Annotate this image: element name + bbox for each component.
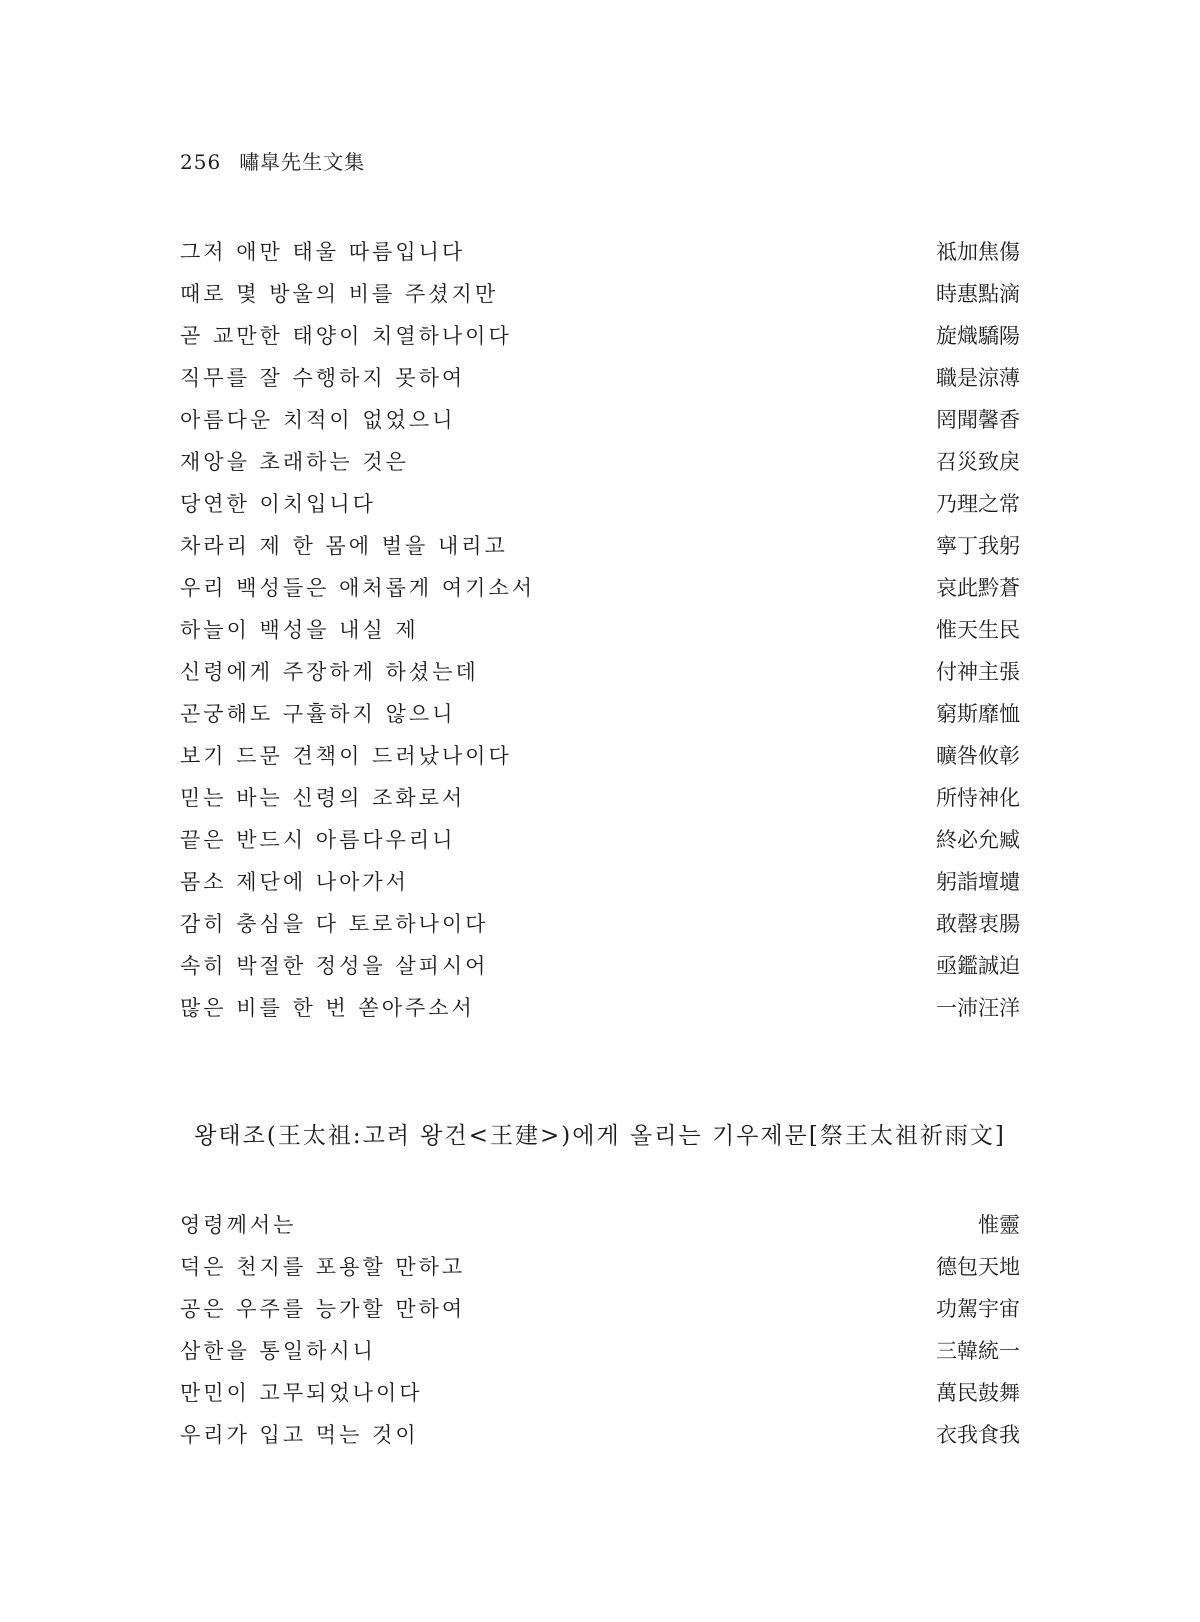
korean-text: 보기 드문 견책이 드러났나이다 bbox=[180, 744, 512, 768]
hanja-text: 所恃神化 bbox=[936, 786, 1020, 810]
verse-line bbox=[180, 524, 1020, 566]
verse-line bbox=[180, 1245, 1020, 1287]
verse-line bbox=[180, 272, 1020, 314]
verse-line bbox=[180, 1287, 1020, 1329]
korean-text: 곤궁해도 구휼하지 않으니 bbox=[180, 702, 456, 726]
hanja-text: 曠咎攸彰 bbox=[936, 744, 1020, 768]
verse-line bbox=[180, 734, 1020, 776]
book-title: 嘯皐先生文集 bbox=[239, 150, 366, 174]
hanja-text: 衣我食我 bbox=[936, 1423, 1020, 1447]
korean-text: 당연한 이치입니다 bbox=[180, 492, 376, 516]
hanja-text: 終必允臧 bbox=[936, 828, 1020, 852]
hanja-text: 召災致戾 bbox=[936, 450, 1020, 474]
korean-text: 아름다운 치적이 없었으니 bbox=[180, 408, 456, 432]
hanja-text: 寧丁我躬 bbox=[936, 534, 1020, 558]
verse-line bbox=[180, 902, 1020, 944]
korean-text: 만민이 고무되었나이다 bbox=[180, 1381, 423, 1405]
verse-line bbox=[180, 692, 1020, 734]
hanja-text: 功駕宇宙 bbox=[936, 1297, 1020, 1321]
korean-text: 믿는 바는 신령의 조화로서 bbox=[180, 786, 466, 810]
korean-text: 삼한을 통일하시니 bbox=[180, 1339, 376, 1363]
hanja-text: 乃理之常 bbox=[936, 492, 1020, 516]
verse-line bbox=[180, 1371, 1020, 1413]
hanja-text: 付神主張 bbox=[936, 660, 1020, 684]
hanja-text: 窮斯靡恤 bbox=[936, 702, 1020, 726]
korean-text: 신령에게 주장하게 하셨는데 bbox=[180, 660, 479, 684]
section-title: 왕태조(王太祖:고려 왕건<王建>)에게 올리는 기우제문[祭王太祖祈雨文] bbox=[194, 1123, 1006, 1149]
verse-block-1 bbox=[180, 230, 1020, 1028]
korean-text: 공은 우주를 능가할 만하여 bbox=[180, 1297, 466, 1321]
korean-text: 많은 비를 한 번 쏟아주소서 bbox=[180, 996, 475, 1020]
verse-block-2 bbox=[180, 1203, 1020, 1455]
verse-line bbox=[180, 860, 1020, 902]
verse-line bbox=[180, 356, 1020, 398]
verse-line bbox=[180, 1203, 1020, 1245]
korean-text: 우리가 입고 먹는 것이 bbox=[180, 1423, 419, 1447]
verse-line bbox=[180, 398, 1020, 440]
verse-line bbox=[180, 230, 1020, 272]
korean-text: 영령께서는 bbox=[180, 1213, 297, 1237]
verse-line bbox=[180, 776, 1020, 818]
hanja-text: 躬詣壇壝 bbox=[936, 870, 1020, 894]
verse-line bbox=[180, 314, 1020, 356]
page-number: 256 bbox=[180, 150, 222, 174]
verse-line bbox=[180, 608, 1020, 650]
hanja-text: 惟天生民 bbox=[936, 618, 1020, 642]
hanja-text: 敢罄衷腸 bbox=[936, 912, 1020, 936]
korean-text: 우리 백성들은 애처롭게 여기소서 bbox=[180, 576, 536, 600]
korean-text: 하늘이 백성을 내실 제 bbox=[180, 618, 419, 642]
verse-line bbox=[180, 482, 1020, 524]
hanja-text: 惟靈 bbox=[978, 1213, 1020, 1237]
korean-text: 때로 몇 방울의 비를 주셨지만 bbox=[180, 282, 499, 306]
korean-text: 속히 박절한 정성을 살피시어 bbox=[180, 954, 489, 978]
korean-text: 감히 충심을 다 토로하나이다 bbox=[180, 912, 489, 936]
hanja-text: 一沛汪洋 bbox=[936, 996, 1020, 1020]
hanja-text: 萬民鼓舞 bbox=[936, 1381, 1020, 1405]
korean-text: 그저 애만 태울 따름입니다 bbox=[180, 240, 466, 264]
hanja-text: 三韓統一 bbox=[936, 1339, 1020, 1363]
hanja-text: 哀此黔蒼 bbox=[936, 576, 1020, 600]
korean-text: 끝은 반드시 아름다우리니 bbox=[180, 828, 456, 852]
hanja-text: 祗加焦傷 bbox=[936, 240, 1020, 264]
verse-line bbox=[180, 944, 1020, 986]
verse-line bbox=[180, 1413, 1020, 1455]
hanja-text: 德包天地 bbox=[936, 1255, 1020, 1279]
verse-line bbox=[180, 1329, 1020, 1371]
hanja-text: 職是涼薄 bbox=[936, 366, 1020, 390]
verse-line bbox=[180, 650, 1020, 692]
hanja-text: 旋熾驕陽 bbox=[936, 324, 1020, 348]
verse-line bbox=[180, 566, 1020, 608]
korean-text: 곧 교만한 태양이 치열하나이다 bbox=[180, 324, 512, 348]
korean-text: 덕은 천지를 포용할 만하고 bbox=[180, 1255, 466, 1279]
verse-line bbox=[180, 986, 1020, 1028]
korean-text: 차라리 제 한 몸에 벌을 내리고 bbox=[180, 534, 508, 558]
korean-text: 몸소 제단에 나아가서 bbox=[180, 870, 409, 894]
verse-line bbox=[180, 440, 1020, 482]
hanja-text: 罔聞馨香 bbox=[936, 408, 1020, 432]
korean-text: 재앙을 초래하는 것은 bbox=[180, 450, 409, 474]
korean-text: 직무를 잘 수행하지 못하여 bbox=[180, 366, 466, 390]
hanja-text: 亟鑑誠迫 bbox=[936, 954, 1020, 978]
hanja-text: 時惠點滴 bbox=[936, 282, 1020, 306]
verse-line bbox=[180, 818, 1020, 860]
running-head bbox=[180, 146, 365, 175]
